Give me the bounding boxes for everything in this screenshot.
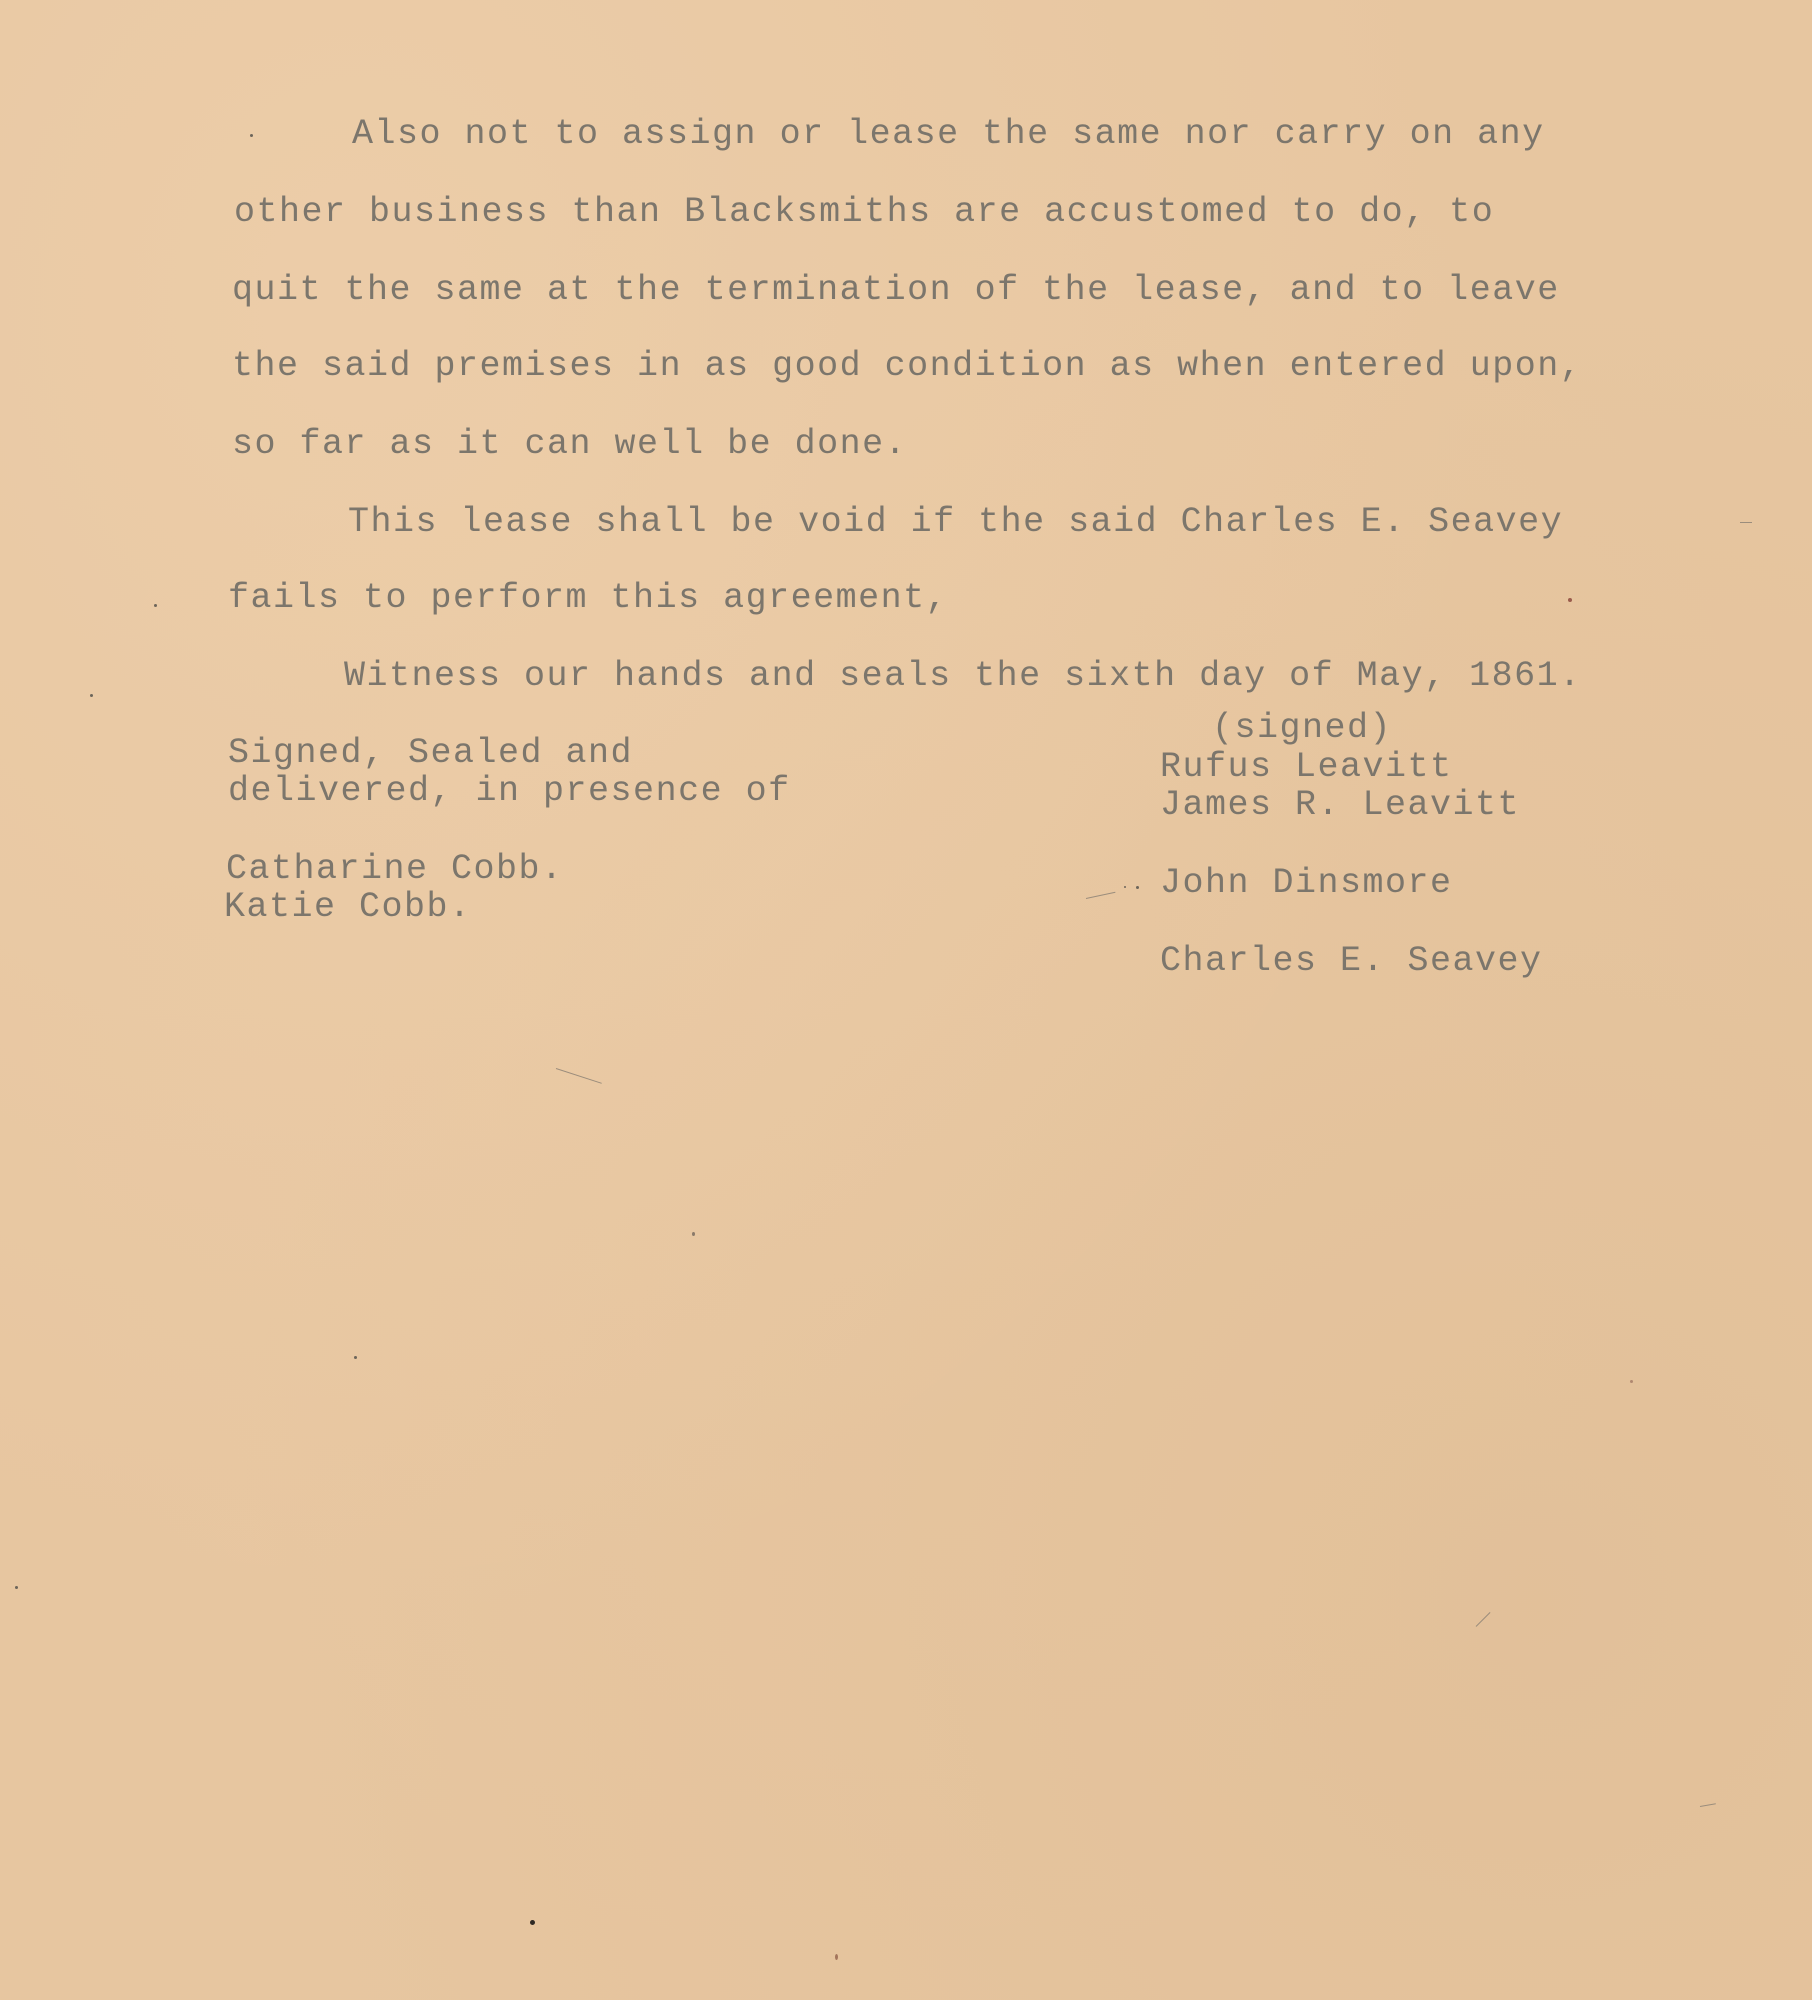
paper-speck	[1568, 598, 1572, 602]
paragraph-1-line-4: the said premises in as good condition as when entered upon,	[232, 346, 1583, 386]
paragraph-2-line-2: fails to perform this agreement,	[228, 578, 949, 618]
paper-scratch	[1476, 1612, 1491, 1627]
witness-heading-line-1: Signed, Sealed and	[228, 733, 634, 773]
paper-speck	[530, 1920, 535, 1925]
paper-speck	[90, 694, 93, 697]
paragraph-2-line-1: This lease shall be void if the said Charles E. Seavey	[348, 502, 1564, 542]
signatory-1: Rufus Leavitt	[1160, 747, 1453, 787]
witness-name-1: Catharine Cobb.	[226, 849, 564, 889]
paragraph-1-line-3: quit the same at the termination of the lease, and to leave	[232, 270, 1560, 310]
witness-heading-line-2: delivered, in presence of	[228, 771, 791, 811]
paper-speck	[154, 604, 157, 607]
paper-speck	[15, 1586, 18, 1589]
paper-scratch	[1086, 892, 1116, 899]
signatory-3: John Dinsmore	[1160, 863, 1453, 903]
paper-speck	[835, 1954, 838, 1960]
signatory-2: James R. Leavitt	[1160, 785, 1521, 825]
paper-speck	[250, 134, 253, 137]
signatory-4: Charles E. Seavey	[1160, 941, 1543, 981]
paper-scratch	[556, 1068, 602, 1084]
paragraph-1-line-2: other business than Blacksmiths are accustomed to do, to	[234, 192, 1495, 232]
witness-name-2: Katie Cobb.	[224, 887, 472, 927]
paper-speck	[692, 1232, 695, 1236]
paper-scratch	[1740, 522, 1752, 523]
paper-speck	[1124, 886, 1126, 888]
witness-statement: Witness our hands and seals the sixth day of May, 1861.	[344, 656, 1582, 696]
paragraph-1-line-1: Also not to assign or lease the same nor carry on any	[352, 114, 1545, 154]
paragraph-1-line-5: so far as it can well be done.	[232, 424, 908, 464]
paper-speck	[354, 1356, 357, 1359]
paper-speck	[1630, 1380, 1633, 1383]
signed-note: (signed)	[1212, 708, 1393, 748]
paper-scratch	[1700, 1803, 1716, 1807]
paper-speck	[1136, 886, 1139, 889]
